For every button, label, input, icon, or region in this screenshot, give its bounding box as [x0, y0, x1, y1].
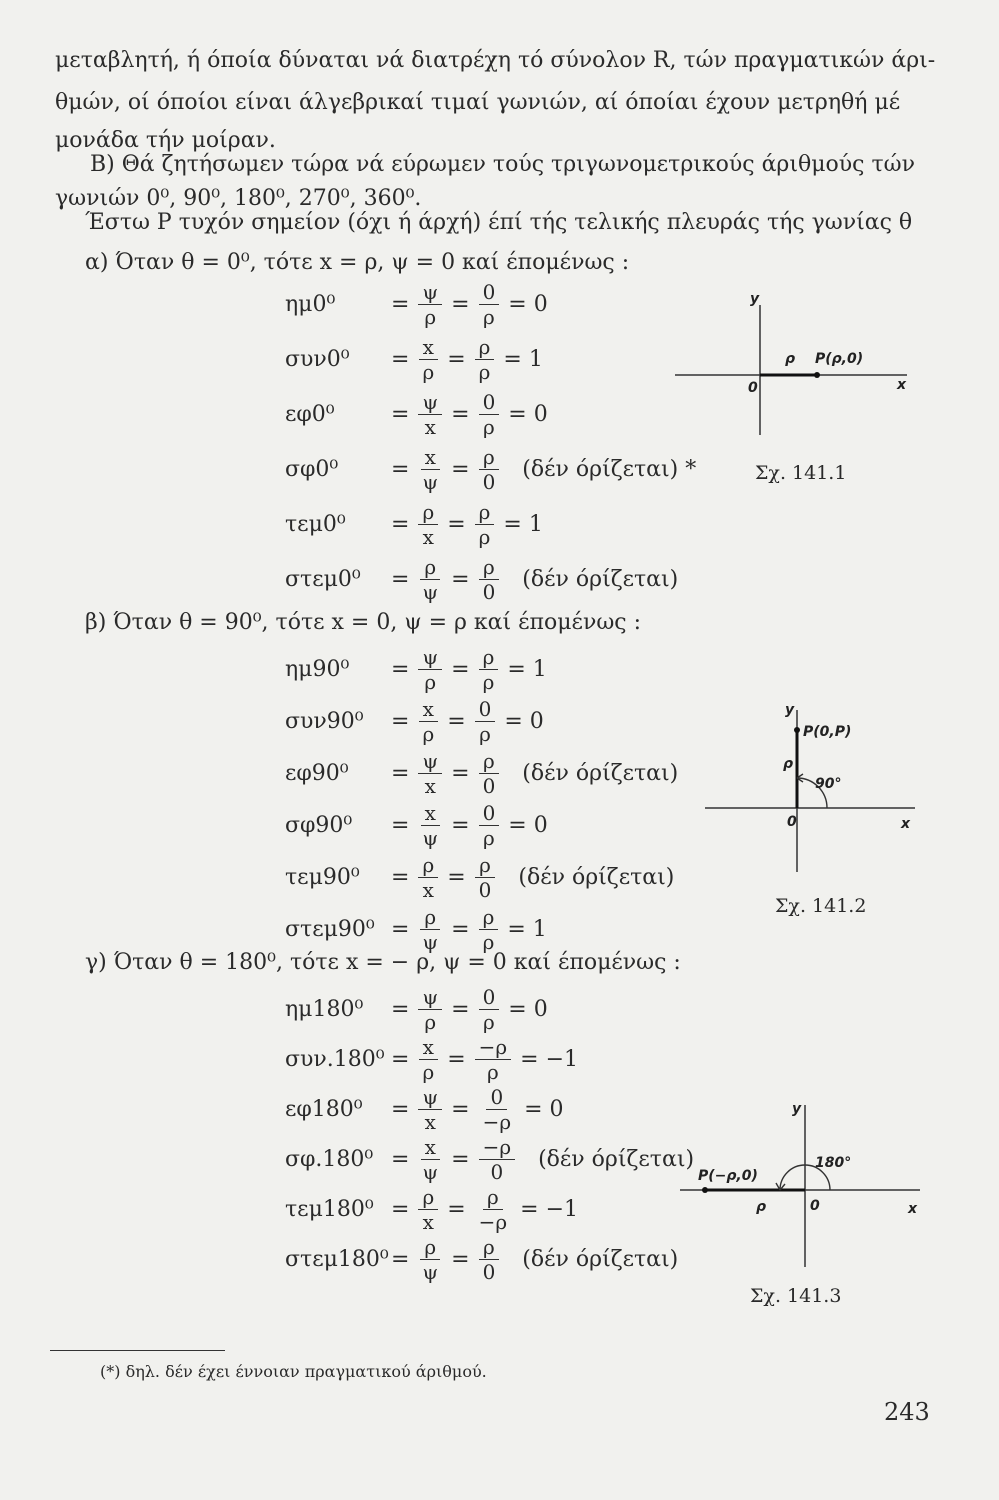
numerator: ψ: [418, 1085, 442, 1110]
denominator: x: [424, 1110, 436, 1134]
numerator: ρ: [420, 905, 440, 930]
denominator: x: [422, 878, 434, 902]
point-label: P(0,P): [803, 724, 852, 740]
point-p: [814, 372, 820, 378]
equals-sign: =: [451, 292, 470, 317]
equals-sign: =: [451, 997, 470, 1022]
fraction-1: [418, 1035, 438, 1084]
result-value: = 1: [503, 347, 543, 372]
angle-label: 90°: [815, 776, 842, 792]
undefined-note: (δέν όρίζεται): [522, 567, 679, 592]
equals-sign: =: [447, 709, 466, 734]
numerator: ρ: [475, 853, 495, 878]
equals-sign: =: [391, 292, 410, 317]
equals-sign: =: [447, 865, 466, 890]
denominator: 0: [490, 1160, 504, 1184]
y-axis-label: y: [785, 702, 795, 718]
fraction-1: [418, 335, 438, 384]
equals-sign: =: [447, 1197, 466, 1222]
figure-141-1-diagram: [675, 285, 915, 445]
denominator: ρ: [422, 360, 435, 384]
origin-label: 0: [787, 814, 797, 830]
footnote-rule: [50, 1350, 225, 1351]
figure-141-2-diagram: [705, 700, 925, 890]
fraction-1: [418, 555, 442, 604]
denominator: ψ: [422, 1260, 439, 1284]
denominator: 0: [482, 774, 496, 798]
point-p: [794, 727, 800, 733]
equals-sign: =: [391, 917, 410, 942]
denominator: ψ: [422, 580, 439, 604]
fraction-2: [479, 985, 500, 1034]
function-name: εφ180⁰: [285, 1097, 363, 1122]
equals-sign: =: [391, 813, 410, 838]
equals-sign: =: [451, 657, 470, 682]
equals-sign: =: [391, 1047, 410, 1072]
denominator: ρ: [483, 415, 495, 439]
denominator: −ρ: [482, 1110, 512, 1134]
function-name: στεμ0⁰: [285, 567, 361, 592]
denominator: −ρ: [478, 1210, 508, 1234]
numerator: ψ: [418, 645, 442, 670]
equation-row: [285, 645, 561, 694]
figure-141-2: [705, 700, 925, 894]
undefined-note: (δέν όρίζεται): [522, 1247, 679, 1272]
equals-sign: =: [447, 1047, 466, 1072]
denominator: ρ: [424, 670, 437, 694]
section-a-heading: α) Όταν θ = 0⁰, τότε x = ρ, ψ = 0 καί έπομένως :: [85, 250, 630, 275]
equals-sign: =: [391, 997, 410, 1022]
numerator: 0: [479, 985, 500, 1010]
equation-row: [285, 500, 557, 549]
fraction-1: [418, 390, 442, 439]
result-value: = 0: [524, 1097, 564, 1122]
equals-sign: =: [451, 457, 470, 482]
numerator: x: [419, 1035, 438, 1060]
function-name: στεμ180⁰: [285, 1247, 389, 1272]
numerator: ρ: [420, 555, 440, 580]
fraction-1: [418, 853, 438, 902]
equals-sign: =: [451, 1097, 470, 1122]
rho-label: ρ: [756, 1199, 767, 1215]
denominator: ρ: [482, 930, 495, 954]
result-value: = 0: [504, 709, 544, 734]
rho-label: ρ: [785, 351, 796, 367]
origin-label: 0: [748, 380, 758, 396]
denominator: x: [422, 525, 434, 549]
fraction-2: [475, 853, 496, 902]
fraction-2: [479, 645, 499, 694]
numerator: −ρ: [475, 1035, 512, 1060]
equals-sign: =: [451, 761, 470, 786]
fraction-2: [475, 1185, 512, 1234]
equals-sign: =: [391, 1097, 410, 1122]
equals-sign: =: [451, 917, 470, 942]
fraction-2: [475, 335, 495, 384]
denominator: ρ: [482, 670, 495, 694]
equals-sign: =: [451, 1147, 470, 1172]
numerator: ψ: [418, 280, 442, 305]
fraction-2: [479, 390, 500, 439]
function-name: ημ90⁰: [285, 657, 350, 682]
equation-row: [285, 335, 557, 384]
fraction-1: [418, 697, 438, 746]
function-name: συν0⁰: [285, 347, 350, 372]
function-name: τεμ90⁰: [285, 865, 360, 890]
fraction-2: [479, 749, 500, 798]
numerator: x: [421, 801, 440, 826]
numerator: 0: [475, 697, 496, 722]
denominator: ρ: [422, 1060, 435, 1084]
fraction-2: [479, 801, 500, 850]
fraction-2: [479, 1235, 500, 1284]
numerator: 0: [486, 1085, 507, 1110]
x-axis-label: x: [897, 377, 907, 393]
point-label: P(ρ,0): [815, 351, 864, 367]
fraction-2: [479, 280, 500, 329]
denominator: ψ: [422, 470, 439, 494]
result-value: = 0: [508, 813, 548, 838]
fraction-1: [418, 1185, 438, 1234]
equation-row: [285, 697, 558, 746]
equals-sign: =: [391, 657, 410, 682]
result-value: = 0: [508, 292, 548, 317]
point-p: [702, 1187, 708, 1193]
function-name: εφ0⁰: [285, 402, 335, 427]
denominator: ρ: [487, 1060, 499, 1084]
equation-row: [285, 280, 562, 329]
equation-row: [285, 749, 678, 798]
numerator: ψ: [418, 390, 442, 415]
numerator: ρ: [479, 1235, 499, 1260]
equation-row: [285, 390, 562, 439]
equals-sign: =: [447, 347, 466, 372]
intro-line-4: Β) Θά ζητήσωμεν τώρα νά εύρωμεν τούς τριγωνομετρικούς άριθμούς τών: [90, 152, 915, 177]
numerator: 0: [479, 390, 500, 415]
equals-sign: =: [391, 512, 410, 537]
intro-line-5: γωνιών 0⁰, 90⁰, 180⁰, 270⁰, 360⁰.: [55, 186, 422, 211]
numerator: ψ: [418, 749, 442, 774]
numerator: x: [419, 697, 438, 722]
numerator: ρ: [479, 445, 499, 470]
result-value: = 1: [507, 657, 547, 682]
denominator: ρ: [483, 826, 495, 850]
equation-row: [285, 1035, 592, 1084]
equals-sign: =: [391, 761, 410, 786]
angle-label: 180°: [815, 1155, 852, 1171]
point-label: P(−ρ,0): [698, 1168, 758, 1184]
fraction-1: [418, 985, 442, 1034]
undefined-note: (δέν όρίζεται) *: [522, 457, 697, 482]
fraction-1: [418, 905, 442, 954]
denominator: 0: [482, 580, 496, 604]
fraction-2: [479, 905, 499, 954]
numerator: x: [419, 335, 438, 360]
function-name: εφ90⁰: [285, 761, 349, 786]
denominator: ρ: [422, 722, 435, 746]
fraction-1: [418, 749, 442, 798]
denominator: ρ: [483, 305, 495, 329]
denominator: ψ: [422, 1160, 439, 1184]
figure-141-3-caption: Σχ. 141.3: [750, 1285, 842, 1307]
fraction-1: [418, 645, 442, 694]
result-value: = 1: [503, 512, 543, 537]
equals-sign: =: [391, 567, 410, 592]
equals-sign: =: [391, 457, 410, 482]
numerator: x: [421, 445, 440, 470]
denominator: ψ: [422, 930, 439, 954]
equals-sign: =: [391, 865, 410, 890]
equals-sign: =: [451, 813, 470, 838]
footnote: (*) δηλ. δέν έχει έννοιαν πραγματικού άριθμού.: [100, 1362, 487, 1381]
function-name: συν90⁰: [285, 709, 364, 734]
equation-row: [285, 1185, 592, 1234]
equation-row: [285, 801, 562, 850]
denominator: ρ: [478, 525, 491, 549]
numerator: ρ: [418, 500, 438, 525]
numerator: ρ: [483, 1185, 503, 1210]
function-name: ημ180⁰: [285, 997, 364, 1022]
intro-line-2: θμών, οί όποίοι είναι άλγεβρικαί τιμαί γωνιών, αί όποίαι έχουν μετρηθή μέ: [55, 90, 901, 115]
figure-141-3-diagram: [680, 1095, 930, 1275]
denominator: ψ: [422, 826, 439, 850]
origin-label: 0: [810, 1198, 820, 1214]
numerator: ρ: [475, 500, 495, 525]
function-name: στεμ90⁰: [285, 917, 375, 942]
figure-141-1: [675, 285, 915, 449]
fraction-1: [418, 1235, 442, 1284]
equals-sign: =: [451, 1247, 470, 1272]
result-value: = 0: [508, 402, 548, 427]
denominator: x: [424, 415, 436, 439]
function-name: σφ.180⁰: [285, 1147, 374, 1172]
fraction-1: [418, 1085, 442, 1134]
function-name: τεμ0⁰: [285, 512, 346, 537]
numerator: ρ: [479, 645, 499, 670]
denominator: 0: [482, 1260, 496, 1284]
denominator: ρ: [424, 305, 437, 329]
intro-line-3: μονάδα τήν μοίραν.: [55, 128, 276, 153]
denominator: ρ: [479, 722, 491, 746]
fraction-1: [418, 500, 438, 549]
figure-141-3: [680, 1095, 930, 1279]
numerator: x: [421, 1135, 440, 1160]
numerator: ρ: [418, 853, 438, 878]
equation-row: [285, 853, 674, 902]
numerator: 0: [479, 801, 500, 826]
y-axis-label: y: [750, 291, 760, 307]
denominator: x: [424, 774, 436, 798]
denominator: ρ: [478, 360, 491, 384]
denominator: ρ: [483, 1010, 495, 1034]
fraction-2: [479, 445, 500, 494]
numerator: 0: [479, 280, 500, 305]
equals-sign: =: [391, 1147, 410, 1172]
function-name: συν.180⁰: [285, 1047, 385, 1072]
rho-label: ρ: [783, 756, 794, 772]
numerator: ρ: [418, 1185, 438, 1210]
intro-line-1: μεταβλητή, ή όποία δύναται νά διατρέχη τό σύνολον R, τών πραγματικών άρι-: [55, 48, 936, 73]
page-number: 243: [884, 1398, 930, 1426]
equation-row: [285, 555, 678, 604]
equals-sign: =: [391, 402, 410, 427]
denominator: 0: [478, 878, 492, 902]
function-name: τεμ180⁰: [285, 1197, 374, 1222]
numerator: ρ: [479, 905, 499, 930]
denominator: 0: [482, 470, 496, 494]
undefined-note: (δέν όρίζεται): [522, 761, 679, 786]
fraction-2: [475, 1035, 512, 1084]
numerator: ρ: [479, 555, 499, 580]
equation-row: [285, 905, 561, 954]
fraction-1: [418, 445, 442, 494]
figure-141-1-caption: Σχ. 141.1: [755, 462, 847, 484]
fraction-2: [475, 697, 496, 746]
intro-line-6: Έστω Ρ τυχόν σημείον (όχι ή άρχή) έπί τής τελικής πλευράς τής γωνίας θ: [85, 210, 913, 235]
fraction-2: [479, 1135, 516, 1184]
fraction-2: [479, 1085, 516, 1134]
equation-row: [285, 1235, 678, 1284]
figure-141-2-caption: Σχ. 141.2: [775, 895, 867, 917]
numerator: ρ: [479, 749, 499, 774]
equation-row: [285, 445, 696, 494]
equation-row: [285, 985, 562, 1034]
numerator: ψ: [418, 985, 442, 1010]
numerator: ρ: [475, 335, 495, 360]
equals-sign: =: [391, 709, 410, 734]
equals-sign: =: [451, 402, 470, 427]
function-name: σφ90⁰: [285, 813, 353, 838]
fraction-1: [418, 801, 442, 850]
result-value: = 0: [508, 997, 548, 1022]
equals-sign: =: [391, 1197, 410, 1222]
result-value: = −1: [520, 1047, 579, 1072]
denominator: ρ: [424, 1010, 437, 1034]
fraction-1: [418, 280, 442, 329]
equals-sign: =: [451, 567, 470, 592]
x-axis-label: x: [908, 1201, 918, 1217]
section-b-heading: β) Όταν θ = 90⁰, τότε x = 0, ψ = ρ καί έπομένως :: [85, 610, 641, 635]
undefined-note: (δέν όρίζεται): [518, 865, 675, 890]
section-c-heading: γ) Όταν θ = 180⁰, τότε x = − ρ, ψ = 0 καί έπομένως :: [85, 950, 681, 975]
numerator: −ρ: [479, 1135, 516, 1160]
undefined-note: (δέν όρίζεται): [538, 1147, 695, 1172]
fraction-1: [418, 1135, 442, 1184]
fraction-2: [479, 555, 500, 604]
equation-row: [285, 1135, 694, 1184]
equals-sign: =: [391, 347, 410, 372]
function-name: σφ0⁰: [285, 457, 339, 482]
numerator: ρ: [420, 1235, 440, 1260]
fraction-2: [475, 500, 495, 549]
function-name: ημ0⁰: [285, 292, 336, 317]
x-axis-label: x: [901, 816, 911, 832]
y-axis-label: y: [792, 1101, 802, 1117]
equals-sign: =: [447, 512, 466, 537]
result-value: = 1: [507, 917, 547, 942]
equals-sign: =: [391, 1247, 410, 1272]
result-value: = −1: [520, 1197, 579, 1222]
equation-row: [285, 1085, 578, 1134]
denominator: x: [422, 1210, 434, 1234]
